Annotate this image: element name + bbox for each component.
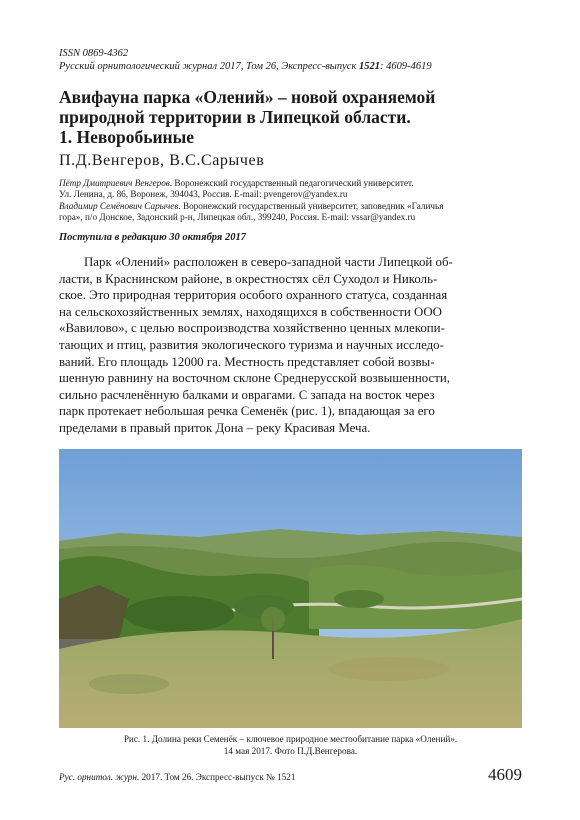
text-line: «Вавилово», с целью воспроизводства хозяйственно ценных млекопи- xyxy=(59,321,445,336)
landscape-photo xyxy=(59,449,522,728)
received-date: Поступила в редакцию 30 октября 2017 xyxy=(59,232,246,243)
affiliation-text: . Воронежский государственный университет, заповедник «Галичья xyxy=(178,200,444,211)
journal-name: Русский орнитологический журнал 2017, Том 26, Экспресс-выпуск xyxy=(59,61,359,72)
page-footer xyxy=(59,772,295,782)
issue-number: 1521 xyxy=(359,61,380,72)
text-line: ласти, в Краснинском районе, в окрестностях сёл Суходол и Николь- xyxy=(59,271,438,286)
text-line: шенную равнину на восточном склоне Среднерусской возвышенности, xyxy=(59,371,451,386)
text-line: сильно расчленённую балками и оврагами. С запада на восток через xyxy=(59,387,435,402)
tree-cluster xyxy=(334,590,384,608)
journal-abbreviation: Рус. орнитол. журн. xyxy=(59,772,140,782)
footer-text: 2017. Том 26. Экспресс-выпуск № 1521 xyxy=(139,772,296,782)
affiliation-text: . Воронежский государственный педагогический университет. xyxy=(169,178,414,188)
page-number: 4609 xyxy=(488,765,522,784)
grass-patch xyxy=(89,674,169,694)
author-name: Владимир Семёнович Сарычев xyxy=(59,200,179,211)
page-range: : 4609-4619 xyxy=(380,61,432,72)
affiliation-line xyxy=(59,201,529,212)
text-line: парк протекает небольшая речка Семенёк (рис. 1), впадающая за его xyxy=(59,404,435,419)
article-title xyxy=(59,87,529,147)
affiliation-line xyxy=(59,178,529,189)
caption-line: Рис. 1. Долина реки Семенёк – ключевое природное местообитание парка «Олений». xyxy=(123,734,458,744)
body-paragraph xyxy=(59,254,522,437)
figure-caption xyxy=(59,733,522,757)
issn: ISSN 0869-4362 xyxy=(59,48,129,59)
young-tree xyxy=(261,607,285,631)
figure-photo xyxy=(59,449,522,728)
author-name: Пётр Дмитриевич Венгеров xyxy=(59,178,170,188)
tree-cluster xyxy=(124,596,234,632)
text-line: ское. Это природная территория особого охранного статуса, созданная xyxy=(59,288,448,303)
text-line: ваний. Его площадь 12000 га. Местность представляет собой возвы- xyxy=(59,354,435,369)
text-line: на сельскохозяйственных землях, находящихся в собственности ООО xyxy=(59,304,442,319)
title-line: природной территории в Липецкой области. xyxy=(59,107,411,127)
text-line: пределами в правый приток Дона – реку Красивая Меча. xyxy=(59,420,371,435)
caption-line: 14 мая 2017. Фото П.Д.Венгерова. xyxy=(223,746,358,756)
text-line: Парк «Олений» расположен в северо-западной части Липецкой об- xyxy=(84,255,453,269)
title-line: Авифауна парка «Олений» – новой охраняемой xyxy=(59,87,436,107)
title-line: 1. Неворобьиные xyxy=(59,127,195,147)
affiliations xyxy=(59,178,529,223)
text-line: тающих и птиц, развития экологического туризма и научных исследо- xyxy=(59,337,444,352)
grass-patch xyxy=(329,657,449,681)
authors: П.Д.Венгеров, В.С.Сарычев xyxy=(59,152,265,169)
affiliation-line: гора», п/о Донское, Задонский р-н, Липецкая обл., 399240, Россия. E-mail: vssar@yandex.ru xyxy=(59,211,416,222)
affiliation-line: Ул. Ленина, д. 86, Воронеж, 394043, Россия. E-mail: pvengerov@yandex.ru xyxy=(59,189,348,200)
journal-citation xyxy=(59,60,432,73)
